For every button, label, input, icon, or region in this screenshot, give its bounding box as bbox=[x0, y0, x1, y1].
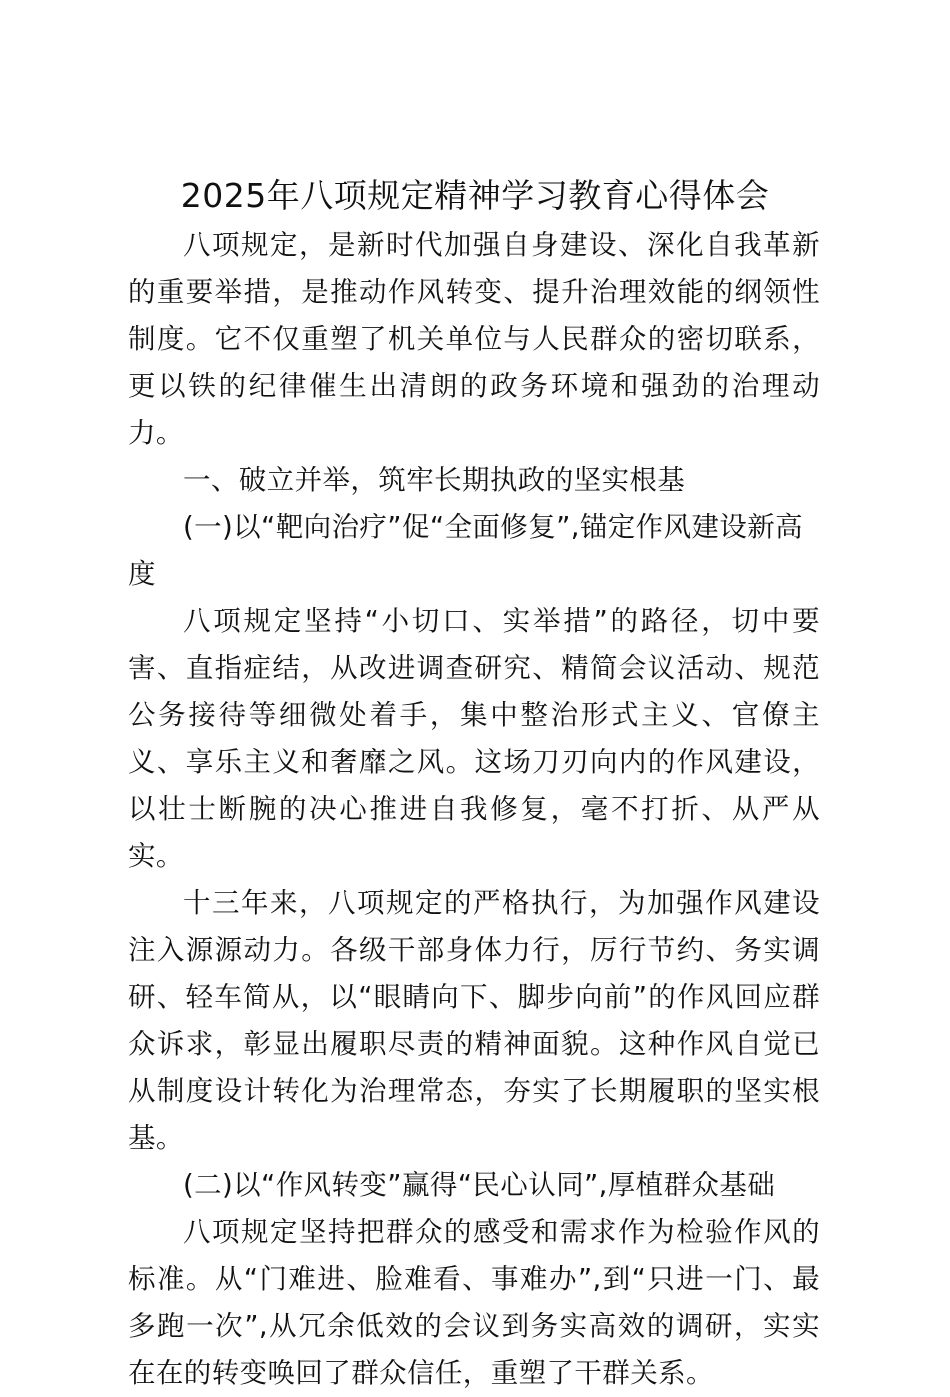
paragraph-body: 八项规定坚持“小切口、实举措”的路径，切中要害、直指症结，从改进调查研究、精简会议活动、规范公务接待等细微处着手，集中整治形式主义、官僚主义、享乐主义和奢靡之风。这场刀刃向内的作风建设，以壮士断腕的决心推进自我修复，毫不打折、从严从实。 bbox=[128, 605, 820, 872]
paragraph-body: 十三年来，八项规定的严格执行，为加强作风建设注入源源动力。各级干部身体力行，厉行节约、务实调研、轻车简从，以“眼睛向下、脚步向前”的作风回应群众诉求，彰显出履职尽责的精神面貌。这种作风自觉已从制度设计转化为治理常态，夯实了长期履职的坚实根基。 bbox=[128, 887, 820, 1154]
subsection-heading-2: (二)以“作风转变”赢得“民心认同”,厚植群众基础 bbox=[183, 1169, 776, 1201]
section-heading-1: 一、破立并举，筑牢长期执政的坚实根基 bbox=[183, 464, 686, 496]
paragraph-body: 八项规定坚持把群众的感受和需求作为检验作风的标准。从“门难进、脸难看、事难办”,到“只进一门、最多跑一次”,从冗余低效的会议到务实高效的调研，实实在在的转变唤回了群众信任，重塑了干群关系。 bbox=[128, 1216, 820, 1389]
document-body bbox=[128, 222, 820, 1397]
document-title: 2025年八项规定精神学习教育心得体会 bbox=[180, 176, 770, 215]
subsection-heading-1: (一)以“靶向治疗”促“全面修复”,锚定作风建设新高度 bbox=[128, 511, 804, 590]
paragraph-intro: 八项规定，是新时代加强自身建设、深化自我革新的重要举措，是推动作风转变、提升治理效能的纲领性制度。它不仅重塑了机关单位与人民群众的密切联系，更以铁的纪律催生出清朗的政务环境和强劲的治理动力。 bbox=[128, 229, 820, 449]
